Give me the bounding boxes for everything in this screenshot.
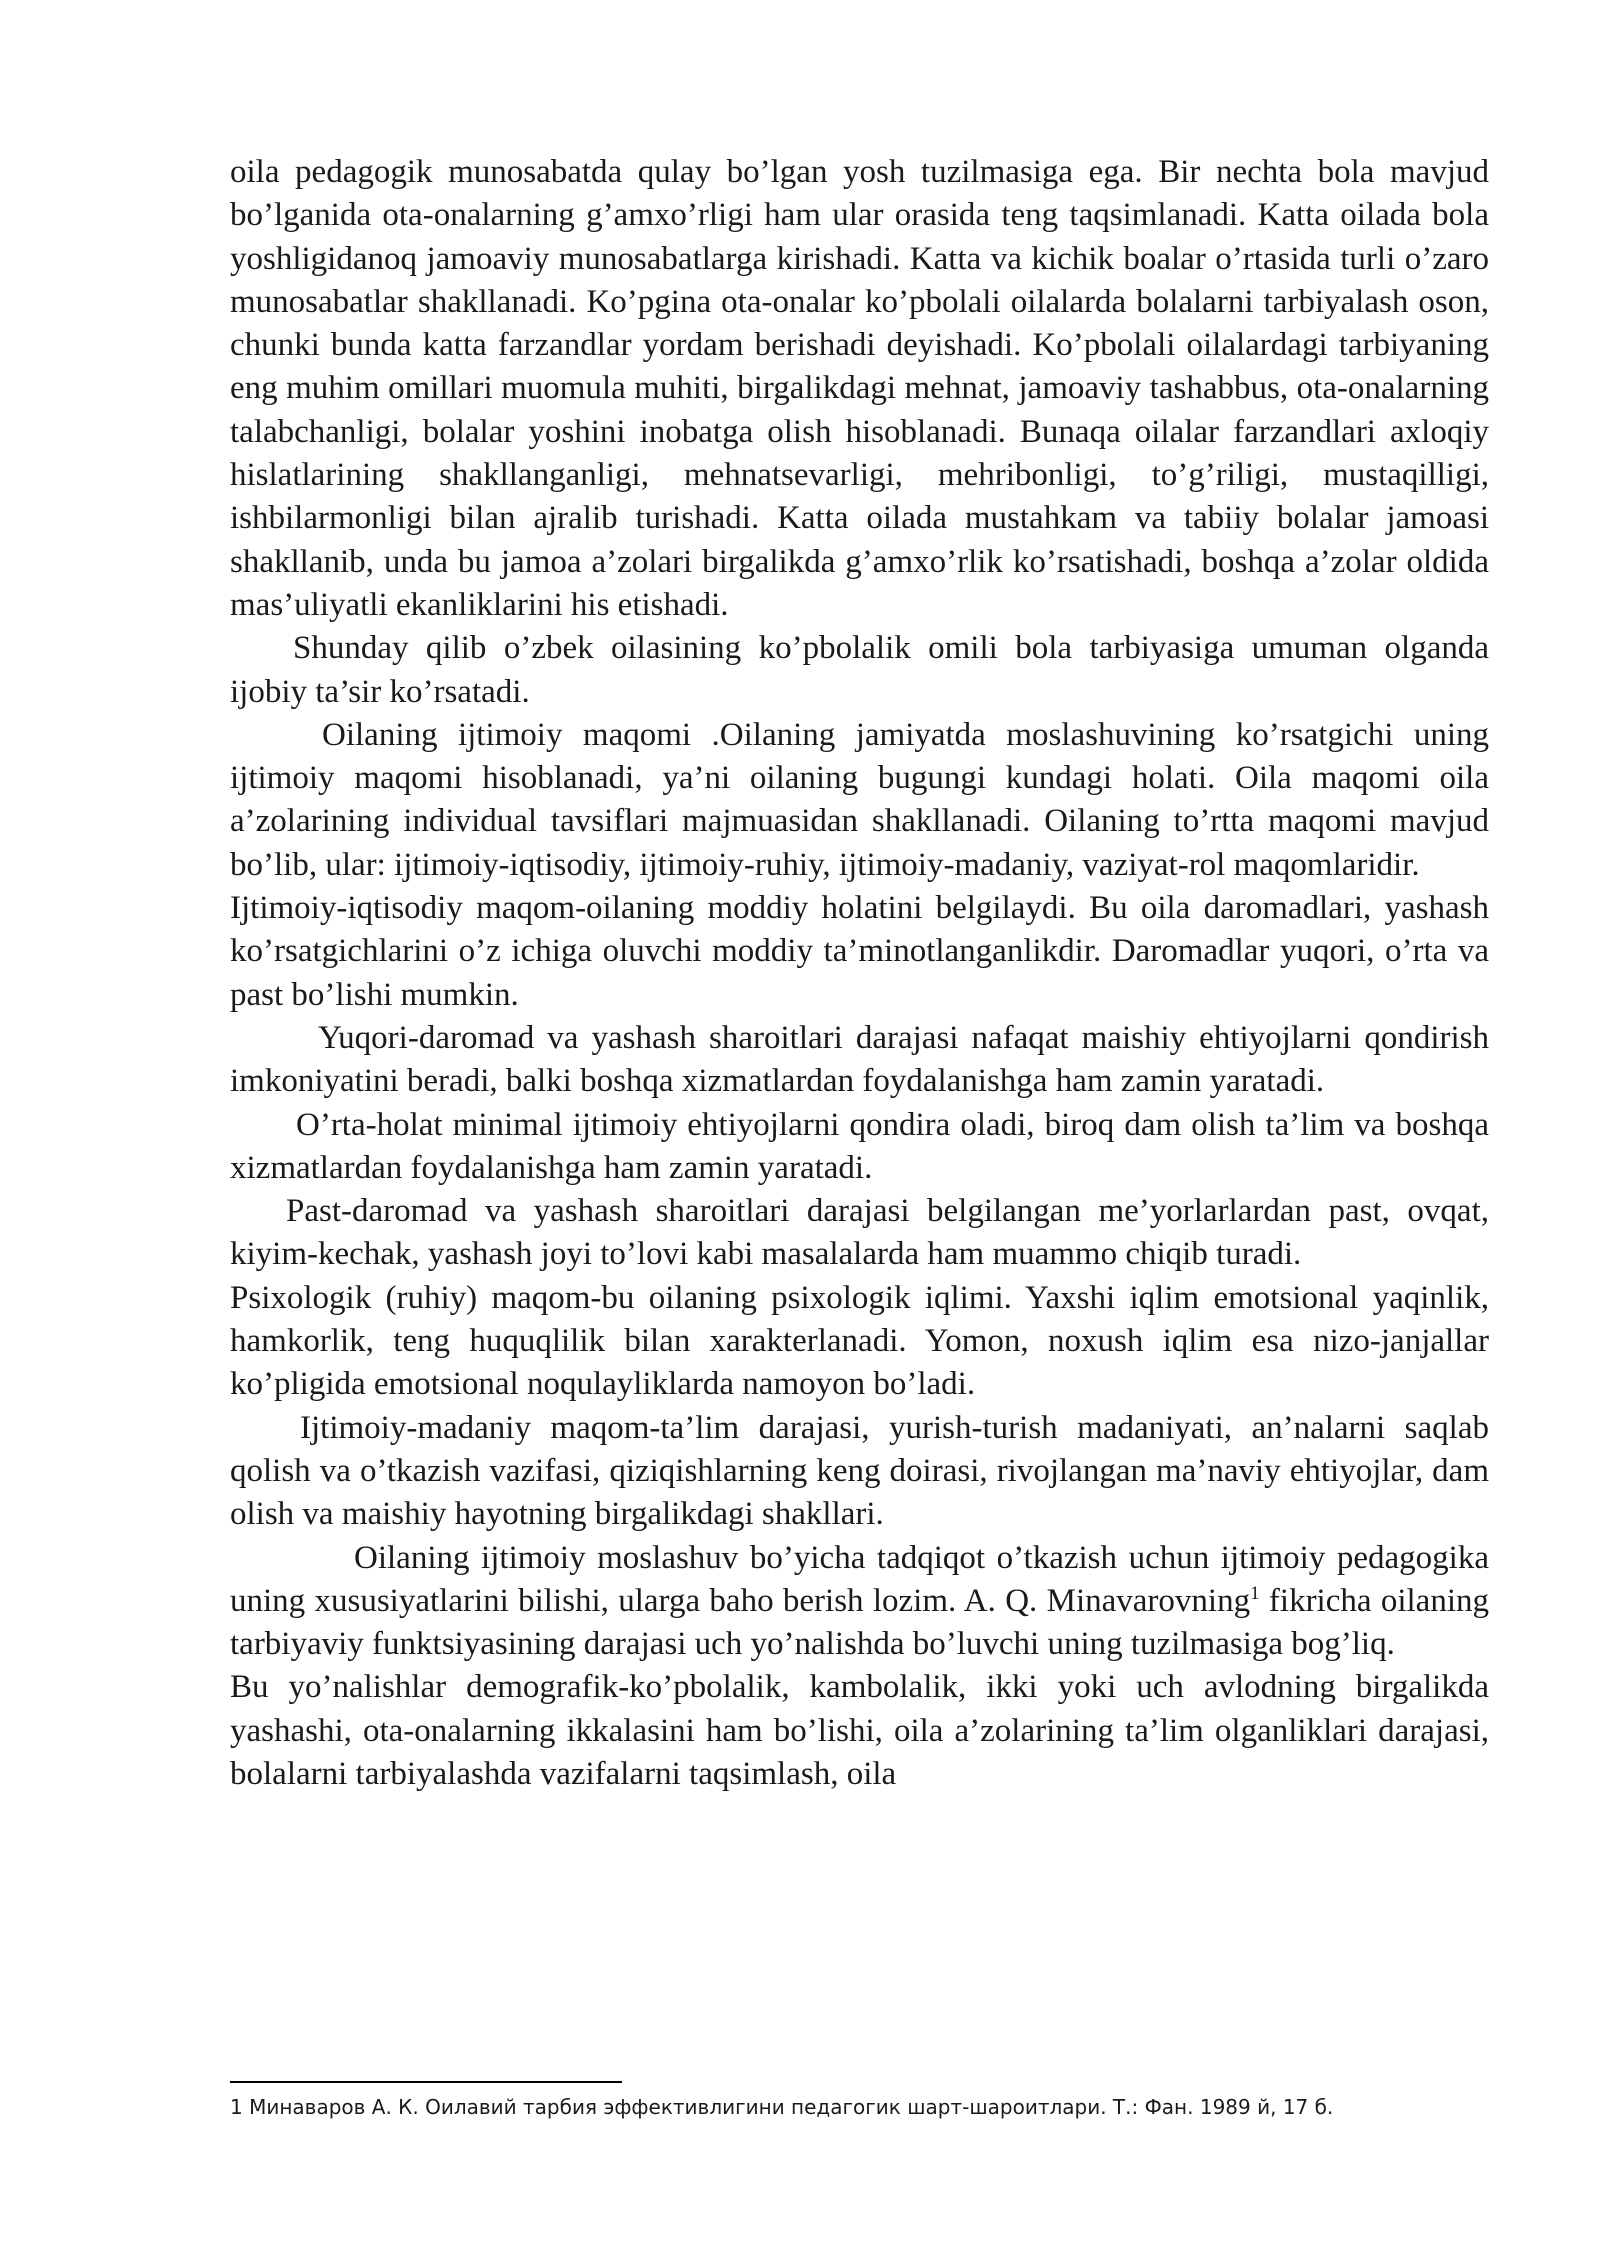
footnote-separator (230, 2081, 622, 2083)
paragraph: O’rta-holat minimal ijtimoiy ehtiyojlarni qondira oladi, biroq dam olish ta’lim va boshqa xizmatlardan foydalanishga ham zamin yaratadi. (230, 1106, 1489, 1186)
paragraph: Yuqori-daromad va yashash sharoitlari darajasi nafaqat maishiy ehtiyojlarni qondirish imkoniyatini beradi, balki boshqa xizmatlardan foydalanishga ham zamin yaratadi. (230, 1019, 1489, 1100)
paragraph: Oilaning ijtimoiy maqomi .Oilaning jamiyatda moslashuvining ko’rsatgichi uning ijtimoiy maqomi hisoblanadi, ya’ni oilaning bugungi kundagi holati. Oila maqomi oila a’zolarining individual tavsiflari majmuasidan shakllanadi. Oilaning to’rtta maqomi mavjud bo’lib, ular: ijtimoiy-iqtisodiy, ijtimoiy-ruhiy, ijtimoiy-madaniy, vaziyat-rol maqomlaridir. (230, 716, 1489, 883)
paragraph-text: Oilaning ijtimoiy moslashuv bo’yicha tadqiqot o’tkazish uchun ijtimoiy pedagogika uning xususiyatlarini bilishi, ularga baho berish lozim. A. Q. Minavarovning (230, 1539, 1489, 1619)
paragraph: Ijtimoiy-madaniy maqom-ta’lim darajasi, yurish-turish madaniyati, an’nalarni saqlab qolish va o’tkazish vazifasi, qiziqishlarning keng doirasi, rivojlangan ma’naviy ehtiyojlar, dam olish va maishiy hayotning birgalikdagi shakllari. (230, 1409, 1489, 1533)
paragraph: Psixologik (ruhiy) maqom-bu oilaning psixologik iqlimi. Yaxshi iqlim emotsional yaqinlik, hamkorlik, teng huquqlilik bilan xarakterlanadi. Yomon, noxush iqlim esa nizo-janjallar ko’pligida emotsional noqulayliklarda namoyon bo’ladi. (230, 1279, 1489, 1403)
paragraph: oila pedagogik munosabatda qulay bo’lgan yosh tuzilmasiga ega. Bir nechta bola mavjud bo’lganida ota-onalarning g’amxo’rligi ham ular orasida teng taqsimlanadi. Katta oilada bola yoshligidanoq jamoaviy munosabatlarga kirishadi. Katta va kichik boalar o’rtasida turli o’zaro munosabatlar shakllanadi. Ko’pgina ota-onalar ko’pbolali oilalarda bolalarni tarbiyalash oson, chunki bunda katta farzandlar yordam berishadi deyishadi. Ko’pbolali oilalardagi tarbiyaning eng muhim omillari muomula muhiti, birgalikdagi mehnat, jamoaviy tashabbus, ota-onalarning talabchanligi, bolalar yoshini inobatga olish hisoblanadi. Bunaqa oilalar farzandlari axloqiy hislatlarining shakllanganligi, mehnatsevarligi, mehribonligi, to’g’riligi, mustaqilligi, ishbilarmonligi bilan ajralib turishadi. Katta oilada mustahkam va tabiiy bolalar jamoasi shakllanib, unda bu jamoa a’zolari birgalikda g’amxo’rlik ko’rsatishadi, boshqa a’zolar oldida mas’uliyatli ekanliklarini his etishadi. (230, 154, 1489, 623)
paragraph: Shunday qilib o’zbek oilasining ko’pbolalik omili bola tarbiyasiga umuman olganda ijobiy ta’sir ko’rsatadi. (230, 630, 1489, 710)
paragraph: Bu yo’nalishlar demografik-ko’pbolalik, kambolalik, ikki yoki uch avlodning birgalikda yashashi, ota-onalarning ikkalasini ham bo’lishi, oila a’zolarining ta’lim olganliklari darajasi, bolalarni tarbiyalashda vazifalarni taqsimlash, oila (230, 1669, 1489, 1792)
footnote-reference[interactable]: 1 (1250, 1582, 1260, 1604)
paragraph: Past-daromad va yashash sharoitlari darajasi belgilangan me’yorlarlardan past, ovqat, kiyim-kechak, yashash joyi to’lovi kabi masalalarda ham muammo chiqib turadi. (230, 1193, 1489, 1273)
paragraph-text: fikricha oilaning tarbiyaviy funktsiyasining darajasi uch yo’nalishda bo’luvchi uning tuzilmasiga bog’liq. (230, 1582, 1489, 1663)
paragraph: Ijtimoiy-iqtisodiy maqom-oilaning moddiy holatini belgilaydi. Bu oila daromadlari, yashash ko’rsatgichlarini o’z ichiga oluvchi moddiy ta’minotlanganlikdir. Daromadlar yuqori, o’rta va past bo’lishi mumkin. (230, 890, 1489, 1013)
footnote: 1 Минаваров А. К. Оилавий тарбия эффективлигини педагогик шарт-шароитлари. Т.: Фан. 1989 й, 17 б. (230, 2095, 1334, 2119)
paragraph (230, 1537, 1489, 1667)
document-body (230, 151, 1489, 1796)
